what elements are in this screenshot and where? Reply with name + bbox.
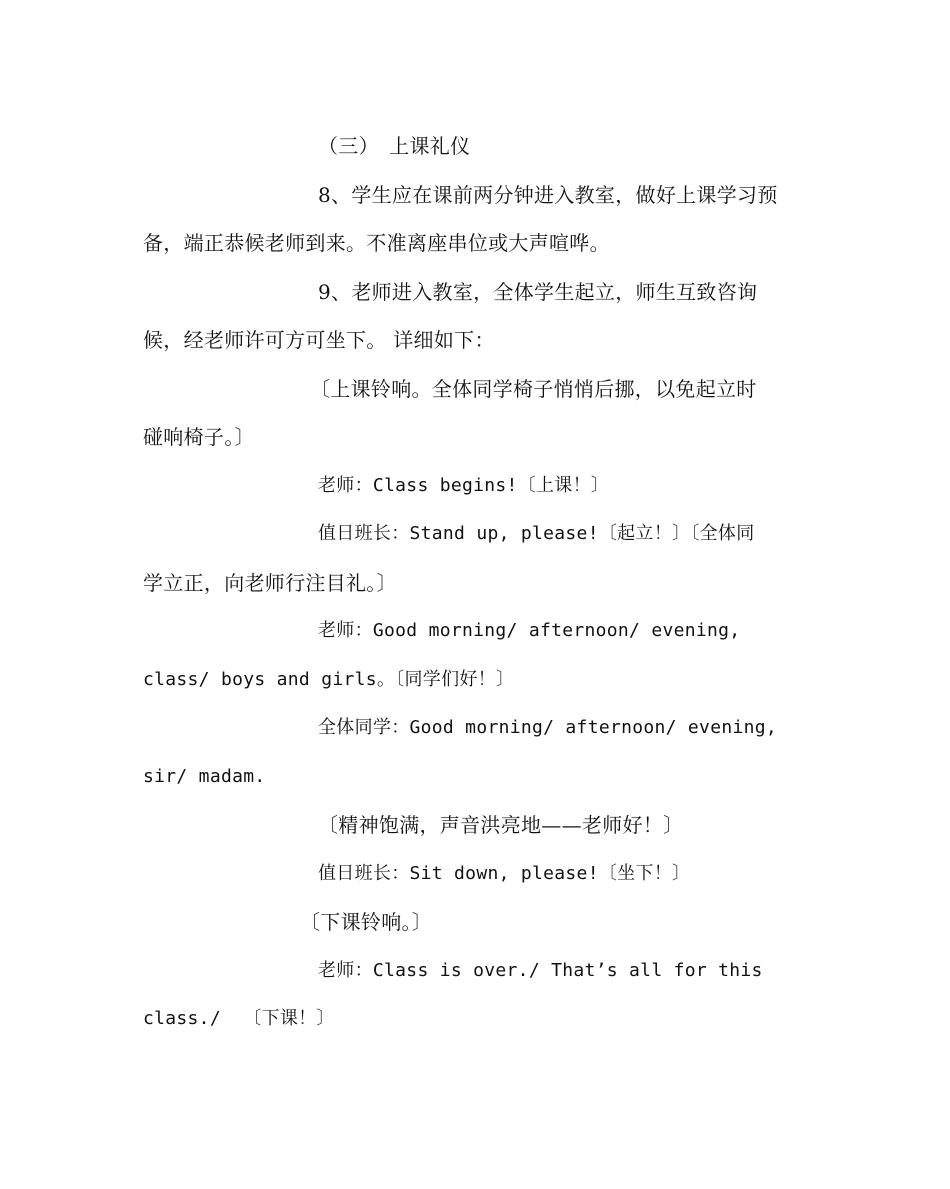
- rule-8-line-2: 备，端正恭候老师到来。不准离座串位或大声喧哗。: [143, 231, 610, 255]
- teacher-end-line-2: class./ 〔下课！〕: [143, 1008, 335, 1029]
- teacher-end-line-1: 老师：Class is over./ That’s all for this: [318, 960, 763, 981]
- section-heading: （三） 上课礼仪: [318, 134, 471, 158]
- bell-start-line-1: 〔上课铃响。全体同学椅子悄悄后挪，以免起立时: [310, 377, 757, 401]
- teacher-greet-line-1: 老师：Good morning/ afternoon/ evening,: [318, 620, 741, 641]
- students-greet-line-1: 全体同学：Good morning/ afternoon/ evening,: [318, 717, 778, 738]
- monitor-sit-line: 值日班长：Sit down, please!〔坐下！〕: [318, 863, 691, 884]
- rule-9-line-1: 9、老师进入教室，全体学生起立，师生互致咨询: [318, 280, 758, 304]
- teacher-begin-line: 老师：Class begins!〔上课！〕: [318, 475, 610, 496]
- rule-8-line-1: 8、学生应在课前两分钟进入教室，做好上课学习预: [318, 183, 778, 207]
- monitor-stand-line-1: 值日班长：Stand up, please!〔起立！〕〔全体同: [318, 523, 755, 544]
- rule-9-line-2: 候，经老师许可方可坐下。 详细如下：: [143, 328, 495, 352]
- students-greet-line-2: sir/ madam.: [143, 766, 266, 787]
- monitor-stand-line-2: 学立正，向老师行注目礼。〕: [143, 571, 397, 595]
- bell-start-line-2: 碰响椅子。〕: [143, 425, 255, 449]
- bell-end-line: 〔下课铃响。〕: [300, 910, 433, 934]
- teacher-greet-line-2: class/ boys and girls。〔同学们好！〕: [143, 669, 515, 690]
- students-note-line: 〔精神饱满，声音洪亮地——老师好！〕: [318, 813, 684, 837]
